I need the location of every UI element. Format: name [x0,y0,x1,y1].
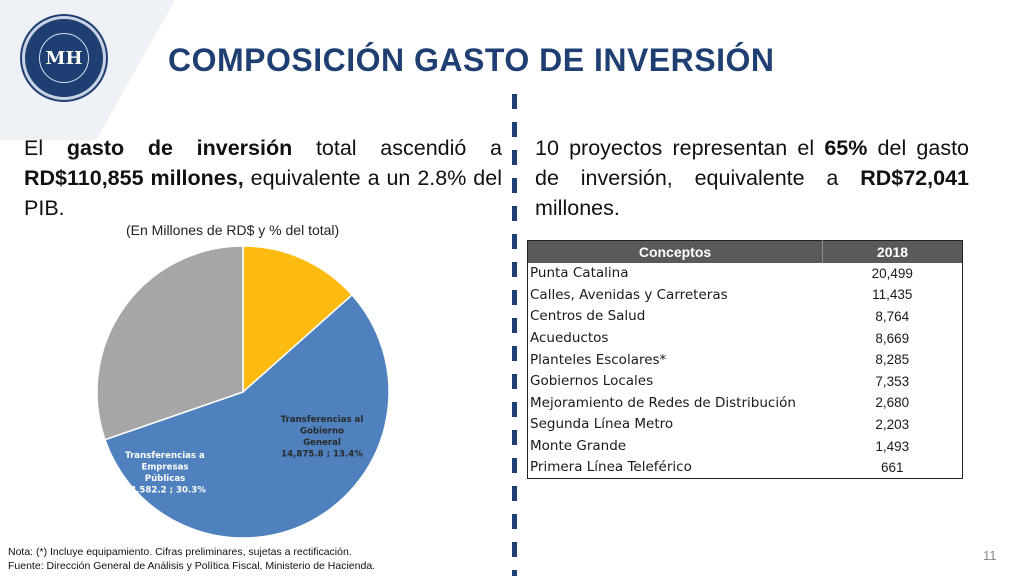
project-value: 2,680 [875,395,910,411]
page-number: 11 [983,548,997,563]
slice-label: Transferencias a [125,450,205,461]
logo-monogram: MH [39,33,89,83]
table-row [528,435,963,457]
project-value: 8,669 [875,330,910,346]
table-header-row [528,241,963,263]
table-row [528,457,963,479]
table-row [528,349,963,371]
slice-label: Públicas [144,473,186,484]
project-value: 20,499 [871,265,913,281]
table-row [528,263,963,285]
project-name: Punta Catalina [530,265,629,282]
project-value: 8,764 [875,308,910,324]
footnote-fuente: Fuente: Dirección General de Análisis y Política Fiscal, Ministerio de Hacienda. [8,560,376,572]
project-name: Primera Línea Teleférico [530,459,692,476]
slice-label: Transferencias al [280,414,364,425]
table-row [528,414,963,436]
slice-label: 33,582.2 ; 30.3% [124,485,206,496]
project-name: Gobiernos Locales [530,373,654,390]
table-row [528,370,963,392]
slice-label: General [303,437,341,448]
table-row [528,327,963,349]
investment-summary: El gasto de inversión total ascendió a RD$110,855 millones, equivalente a un 2.8% del PIB. [24,136,503,220]
table-row [528,306,963,328]
project-value: 7,353 [875,373,910,389]
project-name: Monte Grande [530,438,627,455]
projects-summary: 10 proyectos representan el 65% del gasto de inversión, equivalente a RD$72,041 millones. [535,136,969,220]
pie-chart [90,240,400,545]
project-name: Centros de Salud [530,308,646,325]
projects-table [527,240,963,479]
slice-label: Gobierno [299,426,345,437]
ministry-logo [22,16,106,100]
header-year: 2018 [823,241,963,263]
slice-label: Empresas [141,462,189,473]
project-name: Planteles Escolares* [530,351,667,368]
project-value: 1,493 [875,438,910,454]
table-row [528,284,963,306]
table-row [528,392,963,414]
slice-label: 14,875.8 ; 13.4% [281,449,363,460]
project-name: Mejoramiento de Redes de Distribución [530,394,796,411]
project-value: 2,203 [875,416,910,432]
vertical-divider [512,94,517,576]
footnote-nota: Nota: (*) Incluye equipamiento. Cifras preliminares, sujetas a rectificación. [8,546,352,558]
project-name: Acueductos [530,330,609,347]
page-title: COMPOSICIÓN GASTO DE INVERSIÓN [168,42,775,78]
header-conceptos: Conceptos [528,241,823,263]
project-value: 8,285 [875,352,910,368]
project-value: 661 [880,459,904,475]
project-name: Calles, Avenidas y Carreteras [530,286,728,303]
chart-title: (En Millones de RD$ y % del total) [126,222,340,238]
project-name: Segunda Línea Metro [530,416,674,433]
project-value: 11,435 [872,287,913,303]
